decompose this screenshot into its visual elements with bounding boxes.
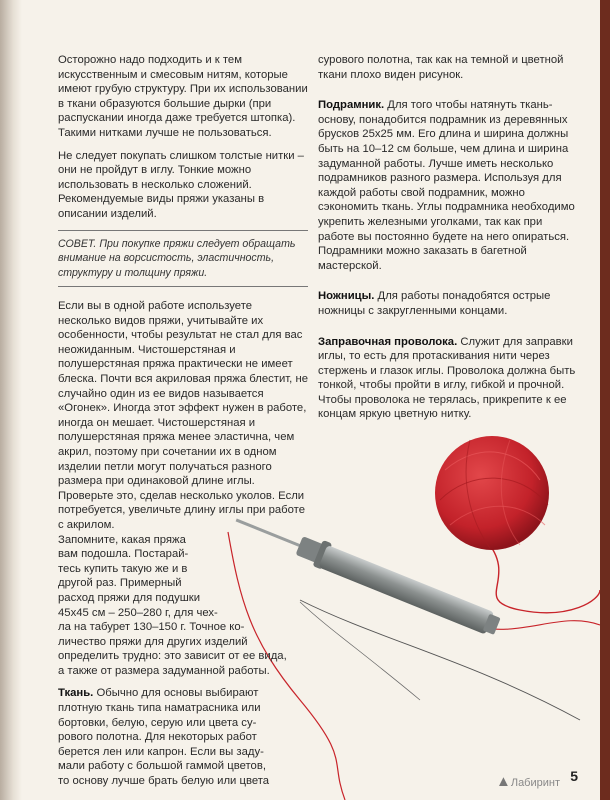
text-line: плотную ткань типа наматрасника или: [58, 702, 261, 715]
yarn-ball: [435, 436, 549, 550]
text-line: ла на табурет 130–150 г. Точное ко-: [58, 621, 245, 634]
paragraph-fabric-continued: сурового полотна, так как на темной и цветной ткани плохо виден рисунок.: [318, 54, 564, 81]
watermark-logo-icon: ▲: [495, 773, 511, 790]
paragraph-mixed-yarn-text: Если вы в одной работе используете несколько видов пряжи, учитывайте их особенности, чтобы результат не стал для вас неожиданным. Чистошерстяная и полушерстяная пряжа практически не имеет блеска. Почти вся акриловая пряжа блестит, не случайно один из ее видов называется «Огонек». Иногда этот эффект нужен в работе, иногда он мешает. Чистошерстяная и полушерстяная пряжа менее эластична, чем акрил, поэтому при сочетании их в одном изделии петли могут получаться разного размера при одинаковой длине иглы. Проверьте это, сделав несколько уколов. Если потребуется, увеличьте длину иглы при работе с акрилом.: [58, 300, 308, 531]
frame-text: Для того чтобы натянуть ткань-основу, понадобится подрамник из деревянных брусков 25х25 мм. Его длина и ширина должны быть на 10–12 см больше, чем длина и ширина задуманной работы. Лучше иметь несколько подрамников разного размера. Используя для каждой работы свой подрамник, можно сэкономить ткань. Углы подрамника необходимо укрепить железными уголками, так как при работе вы постоянно будете на него опираться. Подрамники можно заказать в багетной мастерской.: [318, 99, 575, 272]
wire-text: Служит для заправки иглы, то есть для протаскивания нити через стержень и глазок иглы. Проволока должна быть тонкой, чтобы пройти в иглу, гибкой и прочной. Чтобы проволока не терялась, прикрепите к ее концам яркую цветную нитку.: [318, 335, 576, 421]
threading-wire: [300, 600, 580, 720]
text-line: вам подошла. Постарай-: [58, 548, 189, 561]
red-thread: [486, 540, 600, 613]
text-line: тесь купить такую же и в: [58, 562, 188, 575]
text-line: то основу лучше брать белую или цвета: [58, 775, 270, 788]
paragraph-wire: [318, 335, 580, 423]
paragraph-thick-yarn: Не следует покупать слишком толстые нитки – они не пройдут в иглу. Тонкие можно использовать в несколько сложений. Рекомендуемые виды пряжи указаны в описании изделий.: [58, 149, 304, 220]
text-line: мали работу с большой гаммой цветов,: [58, 760, 266, 773]
fabric-heading: Ткань.: [58, 687, 94, 700]
text-line: Запомните, какая пряжа: [58, 533, 186, 546]
paragraph-frame: [318, 98, 580, 273]
threading-wire-2: [300, 602, 420, 700]
text-line: а также от размера задуманной работы.: [58, 664, 270, 677]
yarn-consumption-lines: [58, 533, 308, 679]
wire-heading: Заправочная проволока.: [318, 335, 458, 348]
text-line: Обычно для основы выбирают: [93, 687, 259, 700]
page-number: 5: [570, 768, 578, 784]
watermark: [496, 773, 560, 790]
text-line: рового полотна. Для некоторых работ: [58, 731, 257, 744]
text-line: личество пряжи для других изделий: [58, 635, 248, 648]
paragraph-scissors: [318, 289, 580, 318]
text-line: другой раз. Примерный: [58, 577, 182, 590]
text-line: берется лен или капрон. Если вы заду-: [58, 745, 264, 758]
right-column: [318, 53, 580, 430]
paragraph-fabric: [58, 686, 308, 788]
paragraph-mixed-yarn: [58, 299, 308, 533]
scissors-heading: Ножницы.: [318, 290, 375, 303]
book-cover-edge: [600, 0, 610, 800]
scissors-text: Для работы понадобятся острые ножницы с закругленными концами.: [318, 290, 551, 317]
frame-heading: Подрамник.: [318, 99, 385, 112]
text-line: расход пряжи для подушки: [58, 591, 201, 604]
text-line: бортовки, белую, серую или цвета су-: [58, 716, 257, 729]
text-line: 45х45 см – 250–280 г, для чех-: [58, 606, 218, 619]
text-line: определить трудно: это зависит от ее вида,: [58, 650, 287, 663]
left-column: [58, 53, 308, 789]
tip-box: СОВЕТ. При покупке пряжи следует обращать внимание на ворсистость, эластичность, структуру и толщину пряжи.: [58, 230, 308, 288]
watermark-text: Лабиринт: [510, 777, 560, 789]
paragraph-synthetic-yarn: Осторожно надо подходить и к тем искусственным и смесовым нитям, которые имеют грубую структуру. При их использовании в ткани образуются большие дырки (при распускании иногда даже требуется штопка). Такими нитками лучше не пользоваться.: [58, 54, 308, 139]
